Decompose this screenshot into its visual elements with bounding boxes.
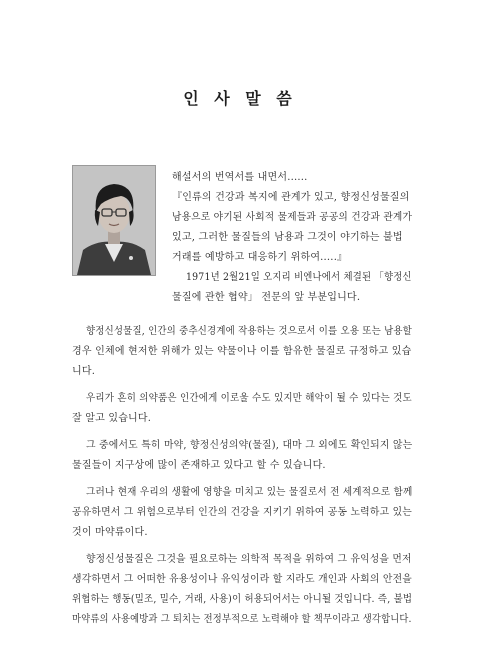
body-line: 향정신성물질, 인간의 중추신경계에 작용하는 것으로서 이를 오용 또는 남용할 bbox=[86, 326, 412, 337]
intro-line: 남용으로 야기된 사회적 물제들과 공공의 건강과 관계가 bbox=[172, 212, 413, 223]
intro-line: 1971년 2월21일 오지리 비엔나에서 체결된 「향정신 bbox=[186, 272, 412, 283]
body-line: 우리가 흔히 의약품은 인간에게 이로울 수도 있지만 해악이 될 수 있다는 것도 bbox=[86, 393, 412, 404]
portrait-illustration bbox=[73, 166, 155, 275]
body-line: 그 중에서도 특히 마약, 향정신성의약(물질), 대마 그 외에도 확인되지 않는 bbox=[86, 440, 413, 451]
body-line: 물질들이 지구상에 많이 존재하고 있다고 할 수 있습니다. bbox=[72, 460, 326, 471]
body-line: 마약류의 사용예방과 그 퇴치는 전정부적으로 노력해야 할 책무이라고 생각합니다. bbox=[72, 614, 412, 625]
intro-line: 물질에 관한 협약」 전문의 앞 부분입니다. bbox=[172, 292, 361, 303]
intro-line: 거래를 예방하고 대응하기 위하여.....』 bbox=[172, 252, 348, 263]
body-line: 잘 알고 있습니다. bbox=[72, 413, 152, 424]
author-portrait bbox=[72, 165, 156, 276]
body-line: 향정신성물질은 그것을 필요로하는 의학적 목적을 위하여 그 유익성을 먼저 bbox=[86, 554, 412, 565]
body-line: 니다. bbox=[72, 366, 96, 377]
body-line: 그러나 현재 우리의 생활에 영향을 미치고 있는 물질로서 전 세계적으로 함께 bbox=[86, 487, 413, 498]
intro-line: 『인류의 건강과 복지에 관계가 있고, 향정신성물질의 bbox=[172, 192, 410, 203]
intro-line: 해설서의 번역서를 내면서...... bbox=[172, 172, 308, 183]
body-line: 공유하면서 그 위험으로부터 인간의 건강을 지키기 위하여 공동 노력하고 있는 bbox=[72, 507, 412, 518]
body-line: 생각하면서 그 어떠한 유용성이나 유익성이라 할 지라도 개인과 사회의 안전을 bbox=[72, 574, 412, 585]
page-title: 인 사 말 씀 bbox=[183, 89, 297, 108]
intro-line: 있고, 그러한 물질들의 남용과 그것이 야기하는 불법 bbox=[172, 232, 403, 243]
body-line: 위협하는 행동(밀조, 밀수, 거래, 사용)이 허용되어서는 아니될 것입니다. 즉, 불법 bbox=[72, 594, 413, 605]
body-line: 경우 인체에 현저한 위해가 있는 약물이나 이를 함유한 물질로 규정하고 있습 bbox=[72, 346, 412, 357]
body-line: 것이 마약류이다. bbox=[72, 527, 148, 538]
